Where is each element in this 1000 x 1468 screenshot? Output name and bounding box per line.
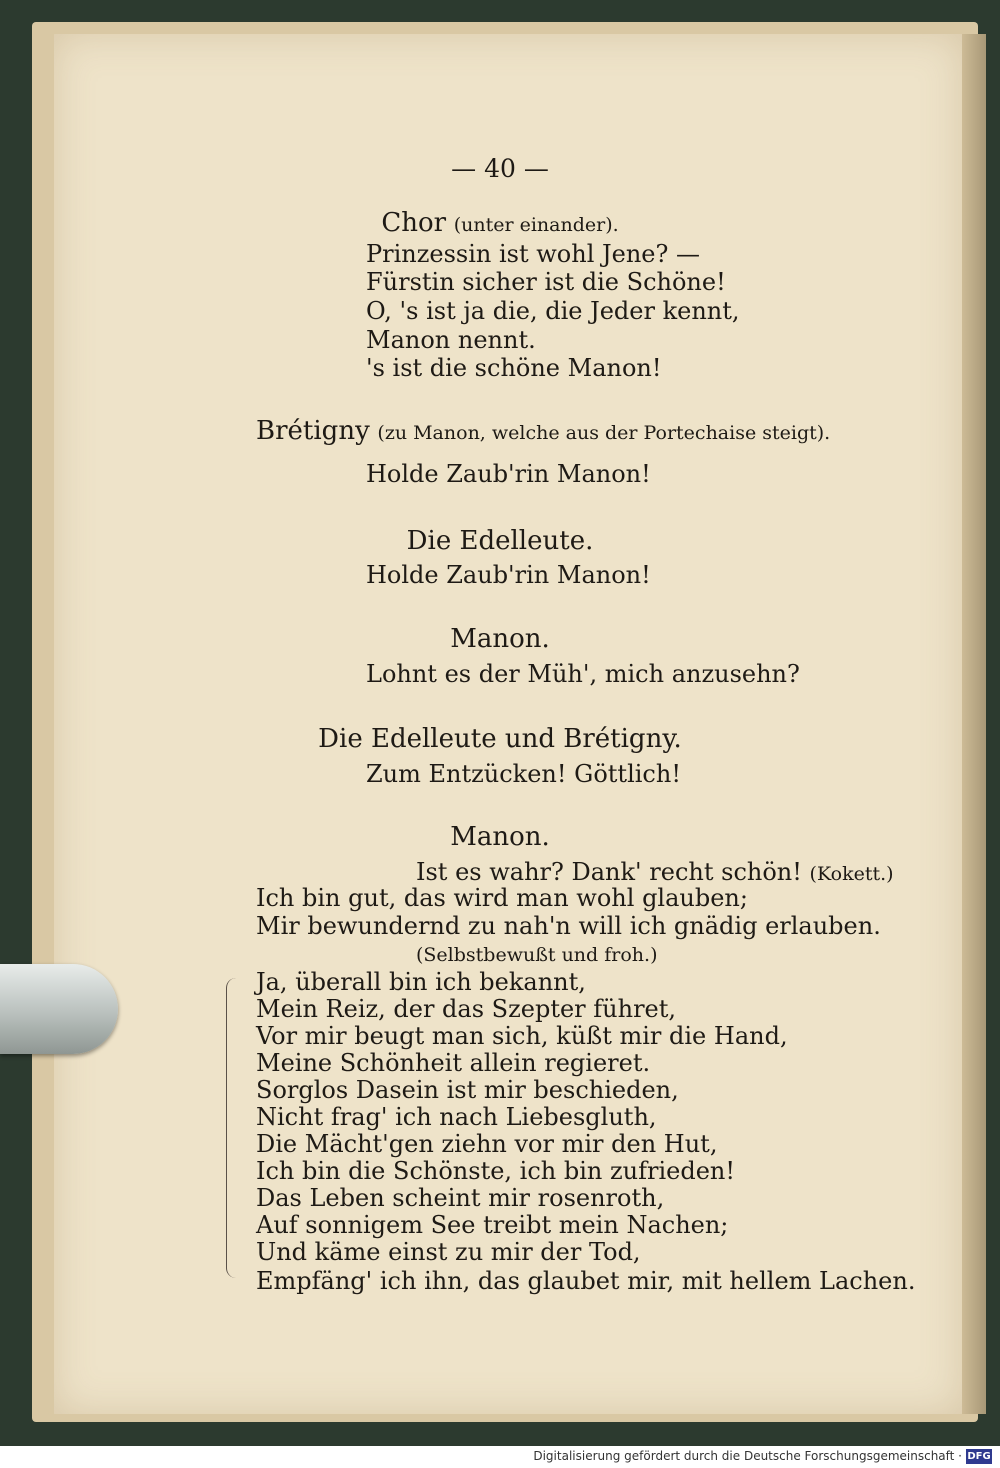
speaker-name: Manon. [450, 822, 550, 852]
verse-line: Holde Zaub'rin Manon! [366, 460, 651, 488]
verse-line: Auf sonnigem See treibt mein Nachen; [256, 1211, 729, 1239]
verse-line [416, 858, 894, 886]
verse-line: Fürstin sicher ist die Schöne! [366, 268, 726, 296]
verse-line: Vor mir beugt man sich, küßt mir die Hand, [256, 1022, 788, 1050]
stage-heading-bretigny [256, 416, 830, 446]
verse-line: Zum Entzücken! Göttlich! [366, 760, 681, 788]
verse-line: Empfäng' ich ihn, das glaubet mir, mit hellem Lachen. [256, 1267, 916, 1295]
stage-direction: (Selbstbewußt und froh.) [416, 944, 658, 966]
speaker-name: Manon. [450, 624, 550, 654]
stage-heading-chor [0, 208, 1000, 238]
page-number: — 40 — [451, 154, 549, 183]
verse-line: Nicht frag' ich nach Liebesgluth, [256, 1103, 657, 1131]
verse-line: Und käme einst zu mir der Tod, [256, 1238, 641, 1266]
verse-line: 's ist die schöne Manon! [366, 354, 662, 382]
verse-line: Sorglos Dasein ist mir beschieden, [256, 1076, 679, 1104]
verse-line: Mein Reiz, der das Szepter führet, [256, 995, 677, 1023]
verse-line: Die Mächt'gen ziehn vor mir den Hut, [256, 1130, 718, 1158]
verse-line: Prinzessin ist wohl Jene? — [366, 240, 700, 268]
verse-line: Manon nennt. [366, 326, 536, 354]
verse-line: Das Leben scheint mir rosenroth, [256, 1184, 665, 1212]
verse-line: Lohnt es der Müh', mich anzusehn? [366, 660, 800, 688]
verse-brace [226, 978, 237, 1278]
verse-line: Ich bin gut, das wird man wohl glauben; [256, 884, 748, 912]
stage-direction: (Kokett.) [809, 863, 894, 885]
verse-line: Ja, überall bin ich bekannt, [256, 968, 586, 996]
funding-note: Digitalisierung gefördert durch die Deutsche Forschungsgemeinschaft · [533, 1449, 962, 1463]
speaker-name: Chor [381, 208, 447, 238]
verse-line: Holde Zaub'rin Manon! [366, 561, 651, 589]
speaker-name: Brétigny [256, 416, 370, 446]
verse-line: O, 's ist ja die, die Jeder kennt, [366, 297, 740, 325]
dfg-logo: DFG [967, 1451, 991, 1462]
footer-bar [0, 1446, 1000, 1468]
verse-text: Ist es wahr? Dank' recht schön! [416, 858, 802, 886]
verse-line: Ich bin die Schönste, ich bin zufrieden! [256, 1157, 736, 1185]
verse-line: Meine Schönheit allein regieret. [256, 1049, 651, 1077]
speaker-name: Die Edelleute. [406, 526, 594, 556]
stage-direction: (unter einander). [453, 214, 619, 236]
speaker-name: Die Edelleute und Brétigny. [318, 724, 682, 754]
page-clip [0, 964, 118, 1054]
verse-line: Mir bewundernd zu nah'n will ich gnädig erlauben. [256, 912, 881, 940]
stage-direction: (zu Manon, welche aus der Portechaise steigt). [377, 422, 831, 444]
